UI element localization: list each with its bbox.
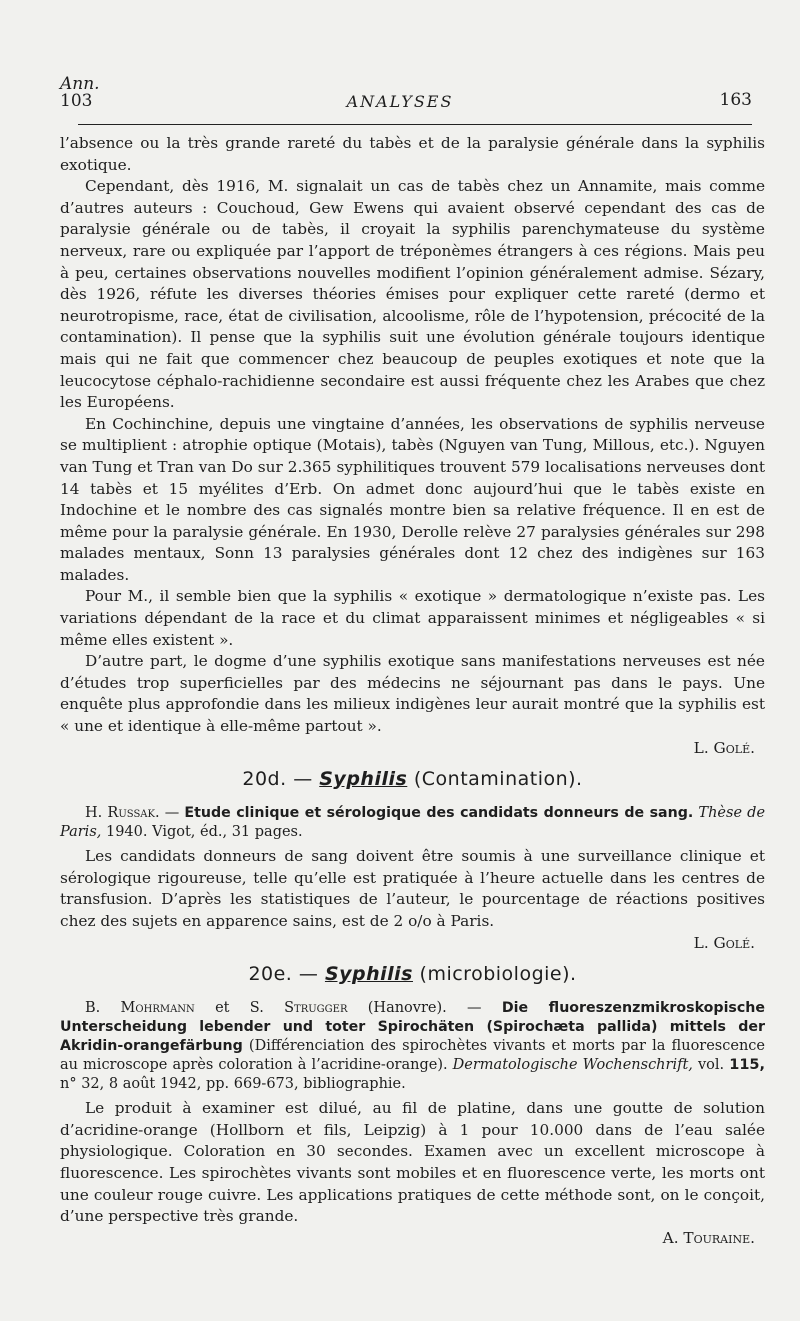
- journal-abbr: Ann.: [60, 74, 100, 94]
- section-heading-20e: [60, 964, 765, 986]
- section-title: Syphilis: [319, 767, 408, 790]
- section-title: Syphilis: [324, 962, 413, 985]
- ref-title: Etude clinique et sérologique des candidats donneurs de sang.: [184, 805, 694, 822]
- ref-author: Mohrmann: [120, 1000, 195, 1017]
- section-number: 20e.: [248, 962, 293, 985]
- body-paragraph: D’autre part, le dogme d’une syphilis exotique sans manifestations nerveuses est née d’études trop superficielles par des médecins ne séjournant pas dans le pays. Une enquête plus approfondie dans les milieux indigènes leur aurait montré que la syphilis est « une et identique à elle-même partout ».: [60, 652, 765, 736]
- ref-initial: B.: [85, 1000, 101, 1017]
- body-paragraph: Cependant, dès 1916, M. signalait un cas de tabès chez un Annamite, mais comme d’autres auteurs : Couchoud, Gew Ewens qui avaient observé cependant des cas de paralysie générale ou de tabès, il croyait la syphilis parenchymateuse du système nerveux, rare ou expliquée par l’apport de tréponèmes étrangers à ces régions. Mais peu à peu, certaines observations nouvelles modifient l’opinion généralement admise. Sézary, dès 1926, réfute les diverses théories émises pour expliquer cette rareté (dermo et neurotropisme, race, état de civilisation, alcoolisme, rôle de l’hypotension, précocité de la contamination). Il pense que la syphilis suit une évolution générale toujours identique mais qui ne fait que commencer chez beaucoup de peuples exotiques et note que la leucocytose céphalo-rachidienne secondaire est aussi fréquente chez les Arabes que chez les Européens.: [60, 177, 765, 412]
- signature: A. Touraine.: [662, 1228, 755, 1247]
- ref-volume: 115,: [729, 1057, 766, 1074]
- ref-place: (Hanovre). —: [367, 1000, 482, 1017]
- page-content: [60, 133, 765, 1249]
- header-rule: [78, 124, 752, 125]
- body-paragraph: En Cochinchine, depuis une vingtaine d’années, les observations de syphilis nerveuse se multiplient : atrophie optique (Motais), tabès (Nguyen van Tung, Millous, etc.). Nguyen van Tung et Tran van Do sur 2.365 syphilitiques trouvent 579 localisations nerveuses dont 14 tabès et 15 myélites d’Erb. On admet donc aujourd’hui que le tabès existe en Indochine et le nombre des cas signalés montre bien sa relative fréquence. Il en est de même pour la paralysie générale. En 1930, Derolle relève 27 paralysies générales sur 298 malades mentaux, Sonn 13 paralysies générales dont 12 chez des indigènes sur 163 malades.: [60, 414, 765, 584]
- ref-journal: Dermatologische Wochenschrift,: [452, 1057, 693, 1074]
- body-paragraph: [60, 846, 765, 932]
- ref-dash: —: [164, 805, 180, 822]
- section-number: 20d.: [242, 767, 287, 790]
- ref-author: Russak.: [107, 805, 160, 822]
- running-title: ANALYSES: [346, 92, 454, 111]
- section-heading-20d: [60, 769, 765, 791]
- section-dash: —: [298, 962, 319, 985]
- ref-author: Strugger: [284, 1000, 348, 1017]
- section-dash: —: [293, 767, 313, 790]
- body-paragraph: Pour M., il semble bien que la syphilis « exotique » dermatologique n’existe pas. Les variations dépendant de la race et du climat apparaissent minimes et négligeables « si même elles existent ».: [60, 587, 765, 649]
- reference-20d: [60, 804, 765, 842]
- ref-publication: n° 32, 8 août 1942, pp. 669-673, bibliographie.: [60, 1076, 406, 1093]
- signature: L. Golé.: [693, 933, 755, 952]
- body-paragraph: [60, 1098, 765, 1228]
- abstract-text: Le produit à examiner est dilué, au fil de platine, dans une goutte de solution d’acridine-orange (Hollborn et fils, Leipzig) à 1 pour 10.000 dans de l’eau salée physiologique. Coloration en 30 secondes. Examen avec un excellent microscope à fluorescence. Les spirochètes vivants sont mobiles et en fluorescence verte, les morts ont une couleur rouge cuivre. Les applications pratiques de cette méthode sont, on le conçoit, d’une perspective très grande.: [60, 1099, 765, 1226]
- reference-20e: [60, 999, 765, 1094]
- ref-initial: S.: [249, 1000, 264, 1017]
- ref-translation: (Différenciation des spirochètes vivants et morts par la fluorescence au microscope après coloration à l’acridine-orange).: [60, 1038, 765, 1074]
- section-subtitle: (microbiologie).: [419, 962, 577, 985]
- abstract-text: Les candidats donneurs de sang doivent être soumis à une surveillance clinique et sérologique rigoureuse, telle qu’elle est pratiquée à l’heure actuelle dans les centres de transfusion. D’après les statistiques de l’auteur, le pourcentage de réactions positives chez des sujets en apparence sains, est de 2 o/o à Paris.: [60, 847, 765, 930]
- section-subtitle: (Contamination).: [413, 767, 583, 790]
- ref-title: Die fluoreszenzmikroskopische Unterscheidung lebender und toter Spirochäten (Spirochæta pallida) mittels der Akridin-orangefärbung: [60, 1000, 766, 1055]
- signature: L. Golé.: [693, 738, 755, 757]
- body-paragraph: l’absence ou la très grande rareté du tabès et de la paralysie générale dans la syphilis exotique.: [60, 134, 765, 174]
- ref-vol-label: vol.: [697, 1057, 725, 1074]
- volume-number: 103: [60, 91, 93, 111]
- ref-publication: 1940. Vigot, éd., 31 pages.: [105, 824, 303, 841]
- ref-these: Thèse de Paris,: [60, 805, 766, 841]
- ref-and: et: [215, 1000, 230, 1017]
- page-number: 163: [719, 90, 752, 110]
- ref-initial: H.: [85, 805, 103, 822]
